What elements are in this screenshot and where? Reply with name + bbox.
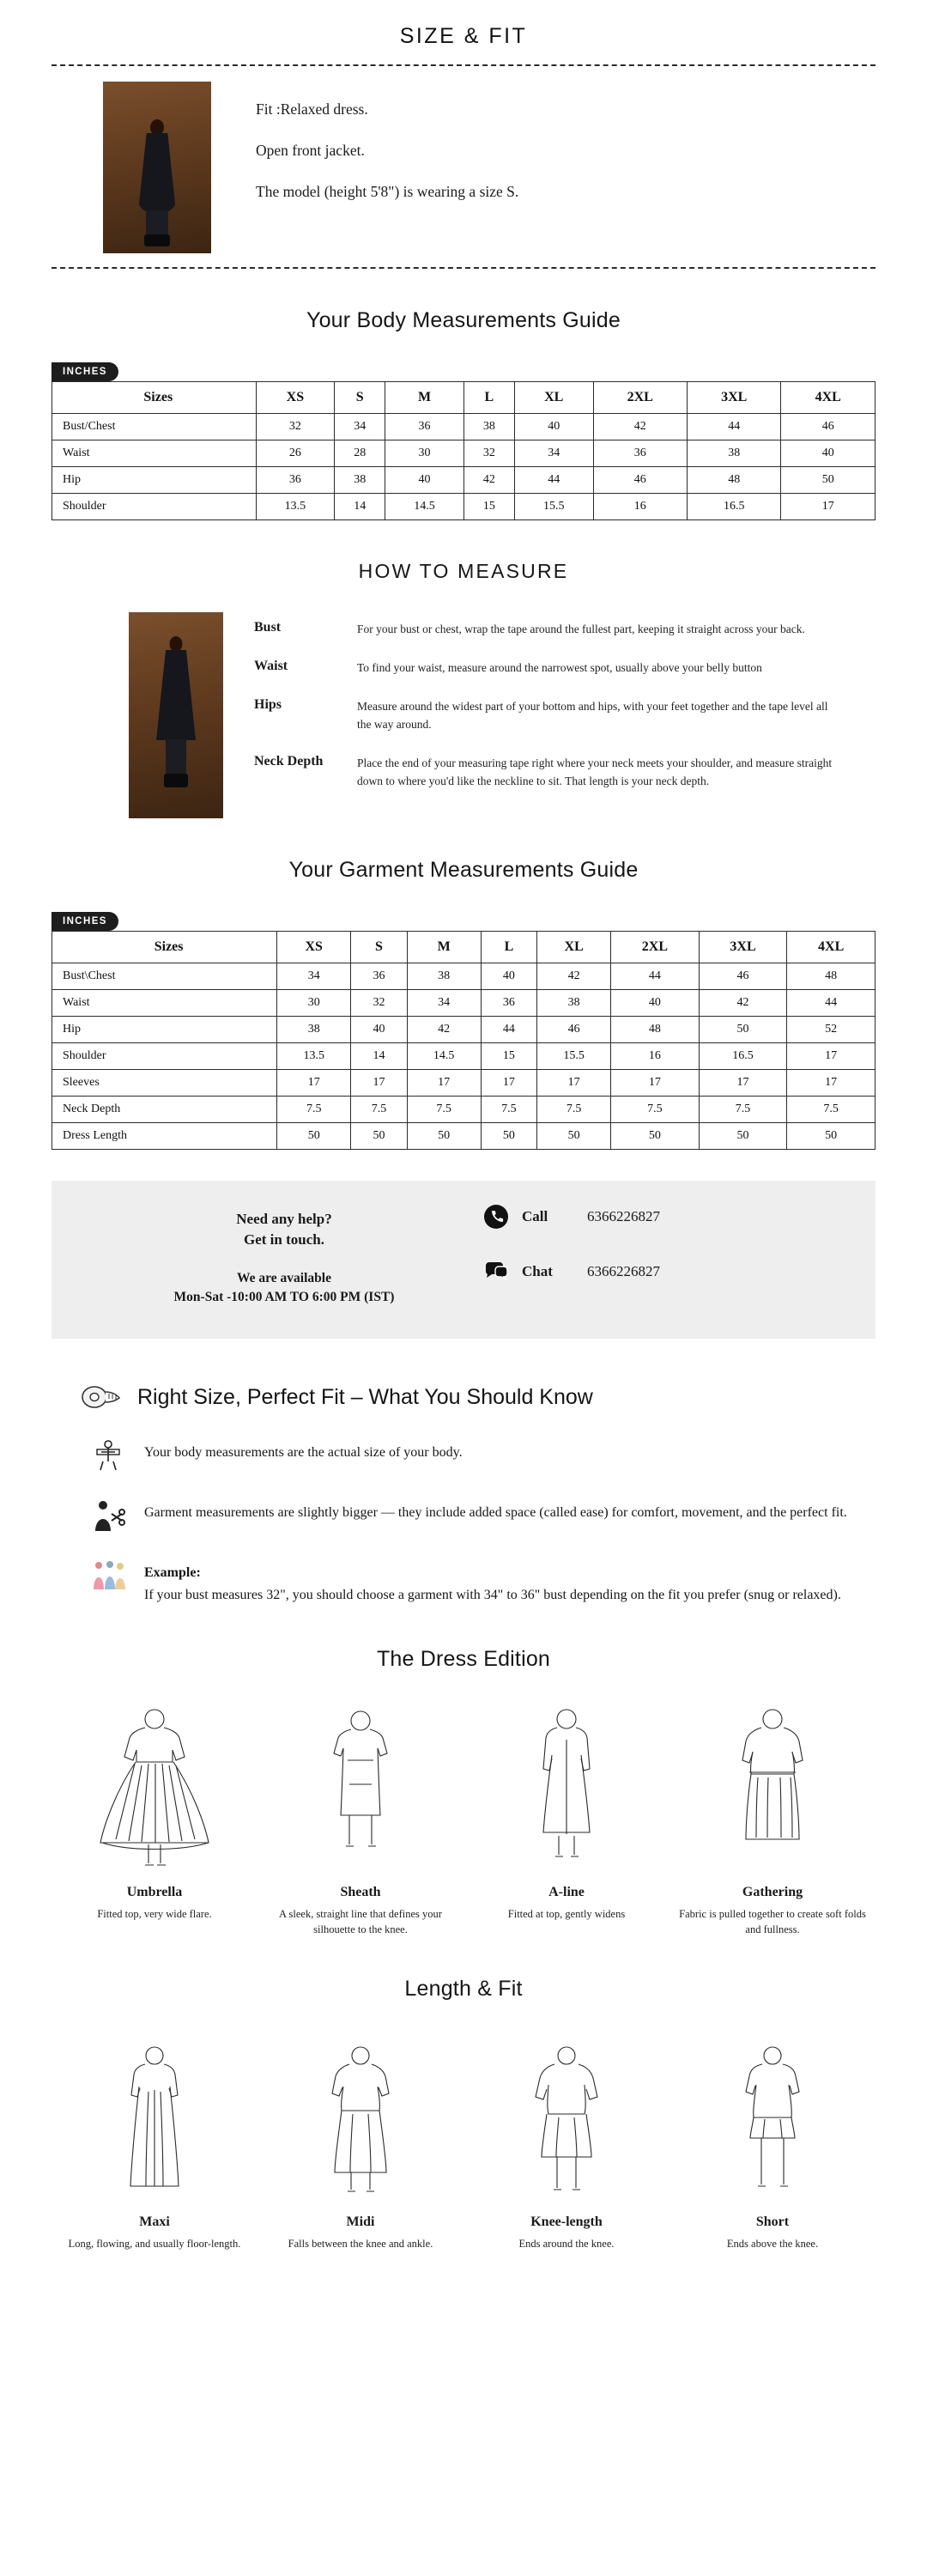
table-row [52,1070,876,1097]
cell: 36 [481,990,537,1017]
cell: 40 [514,414,593,440]
cell: 17 [277,1070,351,1097]
phone-icon [482,1203,510,1230]
cell: 17 [407,1070,481,1097]
length-name: Maxi [139,2215,170,2230]
chat-label: Chat [522,1263,553,1279]
body-unit-tag: INCHES [52,362,118,381]
table-row [52,494,876,520]
page-title: SIZE & FIT [399,24,528,48]
cell: 50 [481,1123,537,1150]
cell: 40 [351,1017,408,1043]
cell: 36 [593,440,687,467]
help-text-block [86,1211,482,1305]
col-s: S [351,932,408,963]
cell: 38 [687,440,780,467]
dress-desc: Fabric is pulled together to create soft folds and fullness. [679,1907,866,1935]
cell: 42 [464,467,514,494]
measure-desc: For your bust or chest, wrap the tape around the fullest part, keeping it straight across your back. [357,623,805,635]
cell: 48 [611,1017,700,1043]
cell: 50 [611,1123,700,1150]
row-label: Bust/Chest [52,414,257,440]
measure-term: Hips [254,696,282,712]
right-size-example [52,1557,876,1607]
cell: 36 [256,467,335,494]
length-desc: Falls between the knee and ankle. [288,2238,433,2251]
garment-guide-title: Your Garment Measurements Guide [288,858,639,882]
cell: 38 [407,963,481,990]
cell: 7.5 [699,1097,787,1123]
right-size-point-2 [52,1497,876,1534]
length-card-short [670,2031,876,2251]
col-4xl: 4XL [787,932,876,963]
cell: 38 [335,467,385,494]
cell: 7.5 [351,1097,408,1123]
cell: 17 [351,1070,408,1097]
measure-item [254,753,876,791]
dress-name: Umbrella [126,1884,183,1899]
cell: 40 [781,440,876,467]
cell: 42 [699,990,787,1017]
model-photo [103,82,211,253]
dress-card-aline [464,1701,670,1937]
col-l: L [481,932,537,963]
cell: 40 [385,467,464,494]
chat-icon [482,1258,510,1285]
garment-unit-tag: INCHES [52,912,118,931]
col-3xl: 3XL [687,382,780,414]
row-label: Waist [52,440,257,467]
cell: 13.5 [256,494,335,520]
fit-description [211,82,518,201]
cell: 36 [351,963,408,990]
cell: 34 [514,440,593,467]
col-s: S [335,382,385,414]
how-to-measure-title: HOW TO MEASURE [358,560,569,582]
cell: 46 [699,963,787,990]
dress-name: Sheath [340,1884,381,1899]
right-size-header [52,1380,876,1414]
table-row [52,467,876,494]
cell: 17 [787,1070,876,1097]
body-unit-tag-wrap [52,362,876,381]
cell: 28 [335,440,385,467]
tailor-icon [89,1497,127,1534]
garment-unit-tag-wrap [52,912,876,931]
body-measure-icon [89,1437,127,1474]
get-in-touch-label: Get in touch. [244,1231,324,1248]
cell: 34 [407,990,481,1017]
col-l: L [464,382,514,414]
cell: 16.5 [687,494,780,520]
col-m: M [407,932,481,963]
cell: 7.5 [537,1097,611,1123]
fit-line-3: The model (height 5'8") is wearing a size S. [256,183,519,200]
cell: 44 [687,414,780,440]
call-label: Call [522,1208,548,1224]
chat-number[interactable]: 6366226827 [587,1263,660,1279]
dress-edition-grid [52,1701,876,1937]
measuring-tape-icon [77,1380,122,1414]
cell: 44 [514,467,593,494]
table-row [52,440,876,467]
cell: 7.5 [611,1097,700,1123]
dress-desc: Fitted at top, gently widens [507,1907,626,1920]
cell: 16 [593,494,687,520]
a-line-dress-icon [472,1701,661,1873]
cell: 46 [593,467,687,494]
col-sizes: Sizes [52,382,257,414]
fit-line-1: Fit :Relaxed dress. [256,100,368,118]
cell: 15 [481,1043,537,1070]
dress-name: Gathering [742,1884,803,1899]
dress-card-sheath [258,1701,464,1937]
cell: 50 [351,1123,408,1150]
cell: 32 [351,990,408,1017]
cell: 7.5 [407,1097,481,1123]
row-label: Dress Length [52,1123,277,1150]
measure-item [254,658,876,677]
row-label: Waist [52,990,277,1017]
row-label: Neck Depth [52,1097,277,1123]
dress-card-umbrella [52,1701,258,1937]
col-2xl: 2XL [593,382,687,414]
example-text: If your bust measures 32", you should choose a garment with 34" to 36" bust depending on the fit you prefer (snug or relaxed). [144,1588,841,1603]
length-fit-title: Length & Fit [404,1977,523,2002]
table-header-row [52,382,876,414]
dress-card-gathering [670,1701,876,1937]
measure-item [254,696,876,734]
row-label: Sleeves [52,1070,277,1097]
cell: 44 [787,990,876,1017]
cell: 50 [407,1123,481,1150]
measure-term: Bust [254,620,282,635]
length-card-maxi [52,2031,258,2251]
col-2xl: 2XL [611,932,700,963]
col-3xl: 3XL [699,932,787,963]
col-xl: XL [514,382,593,414]
cell: 17 [787,1043,876,1070]
cell: 15.5 [537,1043,611,1070]
cell: 44 [611,963,700,990]
cell: 32 [464,440,514,467]
col-xs: XS [277,932,351,963]
right-size-title: Right Size, Perfect Fit – What You Should Know [137,1384,593,1409]
cell: 50 [277,1123,351,1150]
table-row [52,1017,876,1043]
cell: 42 [407,1017,481,1043]
cell: 30 [385,440,464,467]
cell: 50 [781,467,876,494]
cell: 38 [537,990,611,1017]
length-card-midi [258,2031,464,2251]
measure-desc: Place the end of your measuring tape right where your neck meets your shoulder, and measure straight down to where you'd like the neckline to sit. That length is your neck depth. [357,756,833,787]
garment-measurements-table [52,931,876,1150]
cell: 17 [781,494,876,520]
body-measurements-table [52,381,876,520]
length-name: Midi [346,2215,375,2230]
cell: 14 [335,494,385,520]
cell: 46 [537,1017,611,1043]
table-row [52,414,876,440]
col-m: M [385,382,464,414]
cell: 40 [611,990,700,1017]
cell: 7.5 [787,1097,876,1123]
knee-length-dress-icon [472,2031,661,2202]
measure-model-photo [129,612,223,818]
cell: 13.5 [277,1043,351,1070]
divider-bottom [52,267,876,269]
length-desc: Ends above the knee. [726,2238,819,2251]
midi-dress-icon [266,2031,455,2202]
row-label: Hip [52,467,257,494]
cell: 7.5 [277,1097,351,1123]
cell: 50 [537,1123,611,1150]
fit-line-2: Open front jacket. [256,142,365,159]
col-xl: XL [537,932,611,963]
table-row [52,1043,876,1070]
cell: 42 [593,414,687,440]
dress-desc: A sleek, straight line that defines your silhouette to the knee. [279,1907,442,1935]
dress-edition-title: The Dress Edition [376,1646,551,1671]
table-row [52,1097,876,1123]
cell: 34 [335,414,385,440]
length-desc: Long, flowing, and usually floor-length. [68,2238,241,2251]
measure-term: Neck Depth [254,753,324,769]
cell: 42 [537,963,611,990]
cell: 16 [611,1043,700,1070]
people-icon [89,1557,127,1595]
cell: 14 [351,1043,408,1070]
table-row [52,990,876,1017]
cell: 26 [256,440,335,467]
umbrella-dress-icon [60,1701,249,1873]
length-fit-grid [52,2031,876,2251]
measure-item [254,619,876,639]
cell: 38 [277,1017,351,1043]
how-to-measure-block [52,612,876,818]
help-contacts [482,1203,841,1313]
measure-desc: Measure around the widest part of your bottom and hips, with your feet together and the tape level all the way around. [357,699,828,731]
cell: 50 [787,1123,876,1150]
cell: 15.5 [514,494,593,520]
length-desc: Ends around the knee. [518,2238,615,2251]
cell: 17 [699,1070,787,1097]
call-row[interactable] [482,1203,841,1230]
cell: 17 [537,1070,611,1097]
need-help-label: Need any help? [236,1211,332,1227]
cell: 17 [481,1070,537,1097]
body-guide-title: Your Body Measurements Guide [306,308,621,332]
cell: 14.5 [385,494,464,520]
gathering-dress-icon [678,1701,867,1873]
length-card-knee [464,2031,670,2251]
sheath-dress-icon [266,1701,455,1873]
row-label: Bust\Chest [52,963,277,990]
row-label: Hip [52,1017,277,1043]
call-number[interactable]: 6366226827 [587,1208,660,1224]
table-row [52,963,876,990]
dress-desc: Fitted top, very wide flare. [97,1907,212,1920]
row-label: Shoulder [52,494,257,520]
cell: 16.5 [699,1043,787,1070]
cell: 15 [464,494,514,520]
measure-term: Waist [254,658,288,673]
cell: 50 [699,1017,787,1043]
right-size-point-1 [52,1437,876,1474]
cell: 14.5 [407,1043,481,1070]
col-4xl: 4XL [781,382,876,414]
row-label: Shoulder [52,1043,277,1070]
col-sizes: Sizes [52,932,277,963]
cell: 36 [385,414,464,440]
col-xs: XS [256,382,335,414]
chat-row[interactable] [482,1258,841,1285]
cell: 30 [277,990,351,1017]
table-row [52,1123,876,1150]
cell: 7.5 [481,1097,537,1123]
hours-label: Mon-Sat -10:00 AM TO 6:00 PM (IST) [173,1290,395,1304]
cell: 48 [787,963,876,990]
measure-desc: To find your waist, measure around the narrowest spot, usually above your belly button [357,660,762,674]
cell: 38 [464,414,514,440]
length-name: Short [755,2215,790,2230]
cell: 48 [687,467,780,494]
help-panel [52,1181,876,1339]
maxi-dress-icon [60,2031,249,2202]
fit-block [52,66,876,267]
right-size-point-2-text: Garment measurements are slightly bigger — they include added space (called ease) for comfort, movement, and the perfect fit. [144,1505,847,1520]
cell: 46 [781,414,876,440]
cell: 34 [277,963,351,990]
cell: 52 [787,1017,876,1043]
cell: 50 [699,1123,787,1150]
cell: 40 [481,963,537,990]
example-label: Example: [144,1565,201,1580]
cell: 44 [481,1017,537,1043]
dress-name: A-line [548,1884,585,1899]
right-size-point-1-text: Your body measurements are the actual size of your body. [144,1445,463,1460]
length-name: Knee-length [530,2215,603,2230]
cell: 32 [256,414,335,440]
table-header-row [52,932,876,963]
short-dress-icon [678,2031,867,2202]
cell: 17 [611,1070,700,1097]
available-label: We are available [237,1271,331,1285]
